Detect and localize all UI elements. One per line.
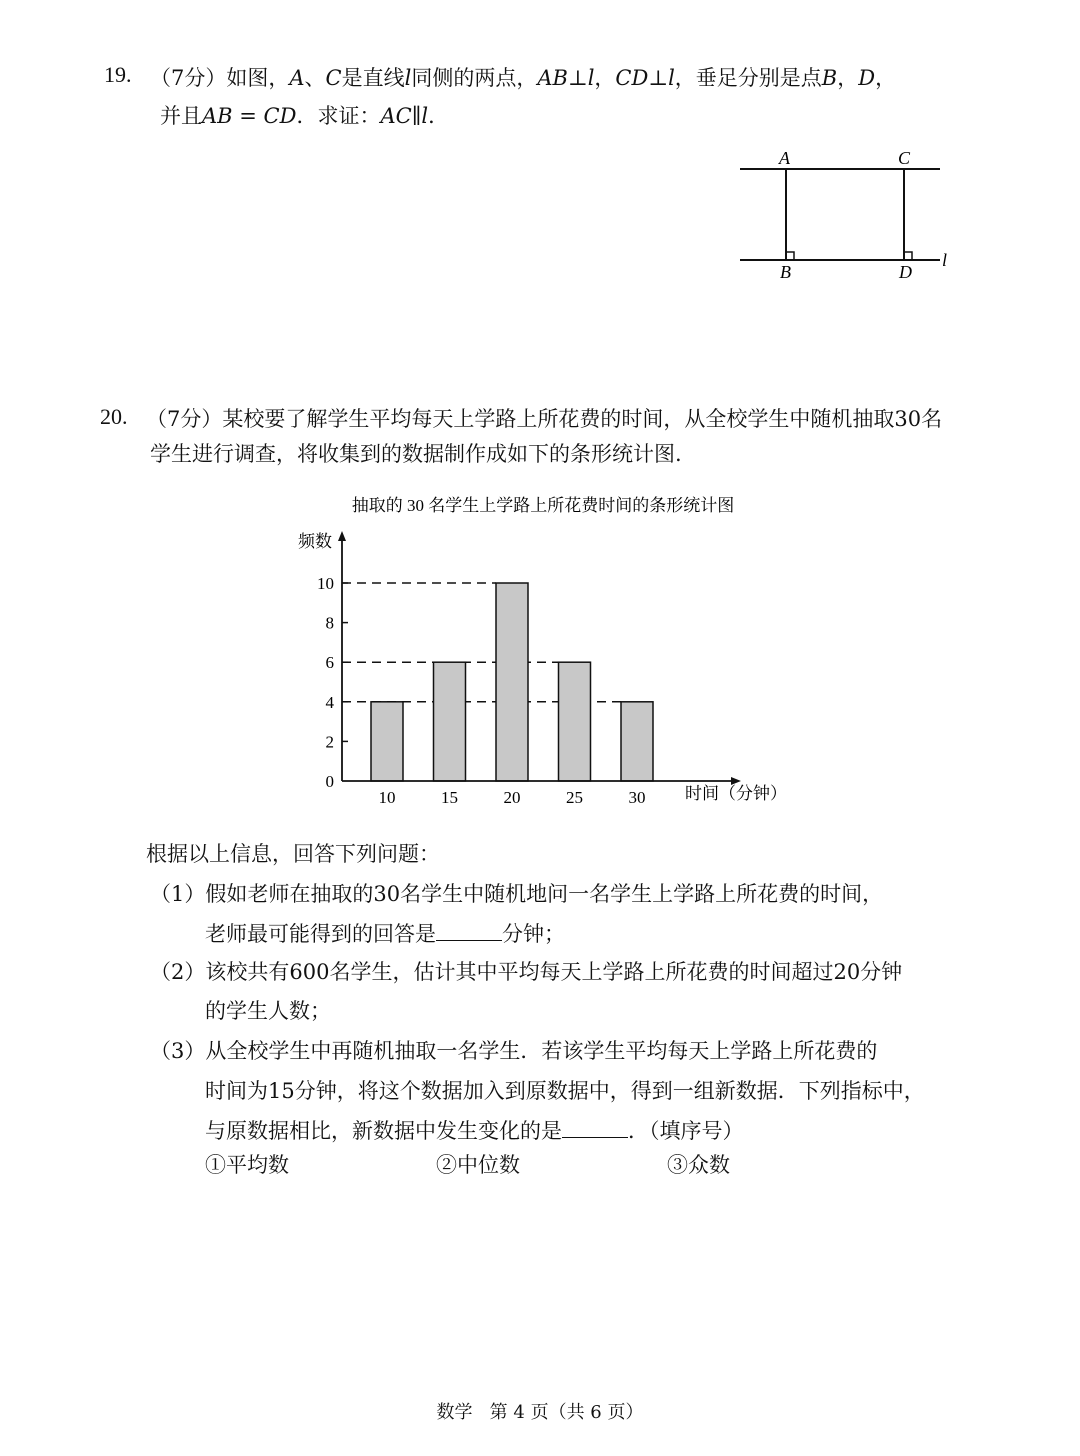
option-mean: ①平均数 (205, 1153, 289, 1177)
q19-text-2c: ． (428, 104, 450, 128)
q2-label: （2） (150, 960, 206, 984)
y-tick-label: 8 (325, 613, 334, 633)
q19-ac-parallel: AC∥l (380, 104, 429, 128)
bar (434, 662, 466, 781)
y-tick-label: 0 (325, 772, 334, 791)
q19-sep: 、 (304, 66, 326, 90)
y-tick-label: 10 (317, 574, 334, 593)
q3-line-1 (150, 1037, 877, 1065)
x-tick-label: 10 (378, 788, 396, 807)
q19-point-B: B (821, 66, 838, 90)
y-tick-label: 2 (325, 732, 334, 752)
q3-label: （3） (150, 1039, 206, 1063)
q1-answer-blank[interactable] (436, 918, 502, 941)
q3-text-3b: ．（填序号） (628, 1119, 744, 1143)
right-angle-mark-d (904, 252, 912, 260)
bar (621, 702, 653, 781)
y-axis-arrow (338, 531, 346, 541)
q1-text-2b: 分钟； (502, 922, 565, 946)
q2-line-1 (150, 958, 902, 986)
q2-line-2: 的学生人数； (205, 999, 331, 1023)
q20-number: 20. (100, 404, 128, 429)
x-tick-label: 15 (441, 788, 458, 807)
bar-chart (280, 485, 820, 810)
q19-text-1c: 同侧的两点， (411, 66, 538, 90)
q19-text-1b: 是直线 (341, 66, 405, 90)
q19-figure (730, 140, 960, 285)
q1-line-1 (150, 880, 883, 908)
chart-y-axis-label: 频数 (298, 532, 332, 551)
x-tick-label: 25 (566, 788, 583, 807)
bar (371, 702, 403, 781)
q19-text-1d: ，垂足分别是点 (674, 66, 822, 90)
y-tick-label: 4 (325, 692, 334, 712)
q3-line-2: 时间为15分钟，将这个数据加入到原数据中，得到一组新数据．下列指标中， (205, 1079, 925, 1103)
q19-comma-1: ， (594, 66, 616, 90)
right-angle-mark-b (786, 252, 794, 260)
x-tick-label: 30 (628, 788, 646, 807)
q19-line-1 (150, 64, 896, 92)
q3-text-3a: 与原数据相比，新数据中发生变化的是 (205, 1119, 562, 1143)
q19-score: （7分） (150, 66, 227, 90)
option-mode: ③众数 (667, 1153, 730, 1177)
x-tick-label: 20 (503, 788, 521, 807)
fig-label-D: D (899, 262, 912, 282)
q20-line-2: 学生进行调查，将收集到的数据制作成如下的条形统计图. (150, 442, 682, 466)
q19-comma-3: ， (875, 66, 897, 90)
q19-line-2 (160, 102, 449, 130)
option-median: ②中位数 (436, 1153, 520, 1177)
q19-text-2a: 并且 (160, 104, 202, 128)
fig-label-A: A (779, 148, 790, 168)
q19-point-C: C (325, 66, 342, 90)
chart-x-axis-label: 时间（分钟） (685, 784, 787, 803)
q3-line-3 (205, 1115, 744, 1145)
fig-label-C: C (898, 148, 911, 168)
y-tick-label: 6 (325, 653, 334, 673)
q19-text-1a: 如图， (226, 66, 290, 90)
q1-text-2a: 老师最可能得到的回答是 (205, 922, 436, 946)
bar (559, 662, 591, 781)
fig-label-l: l (942, 250, 948, 270)
q20-line-1: （7分）某校要了解学生平均每天上学路上所花费的时间，从全校学生中随机抽取30名 (146, 407, 943, 431)
chart-title: 抽取的 30 名学生上学路上所花费时间的条形统计图 (351, 496, 735, 515)
q19-text-2b: ．求证： (296, 104, 381, 128)
q19-comma-2: ， (837, 66, 859, 90)
page-footer: 数学 第 4 页（共 6 页） (436, 1402, 644, 1423)
q19-point-D: D (858, 66, 876, 90)
q1-text-1: 假如老师在抽取的30名学生中随机地问一名学生上学路上所花费的时间， (205, 882, 884, 906)
bar (496, 583, 528, 781)
questions-intro: 根据以上信息，回答下列问题： (146, 842, 440, 866)
q19-line-l: l (404, 66, 412, 90)
q19-point-A: A (289, 66, 305, 90)
q19-ab-perp: AB⊥l (537, 66, 595, 90)
fig-label-B: B (780, 262, 791, 282)
q19-cd-perp: CD⊥l (615, 66, 675, 90)
q3-answer-blank[interactable] (562, 1115, 628, 1138)
q2-text-1: 该校共有600名学生，估计其中平均每天上学路上所花费的时间超过20分钟 (205, 960, 903, 984)
q3-text-1: 从全校学生中再随机抽取一名学生．若该学生平均每天上学路上所花费的 (205, 1039, 878, 1063)
q1-label: （1） (150, 882, 206, 906)
q19-ab-eq-cd: AB = CD (202, 104, 297, 128)
q1-line-2 (205, 918, 565, 948)
q19-number: 19. (104, 62, 132, 87)
